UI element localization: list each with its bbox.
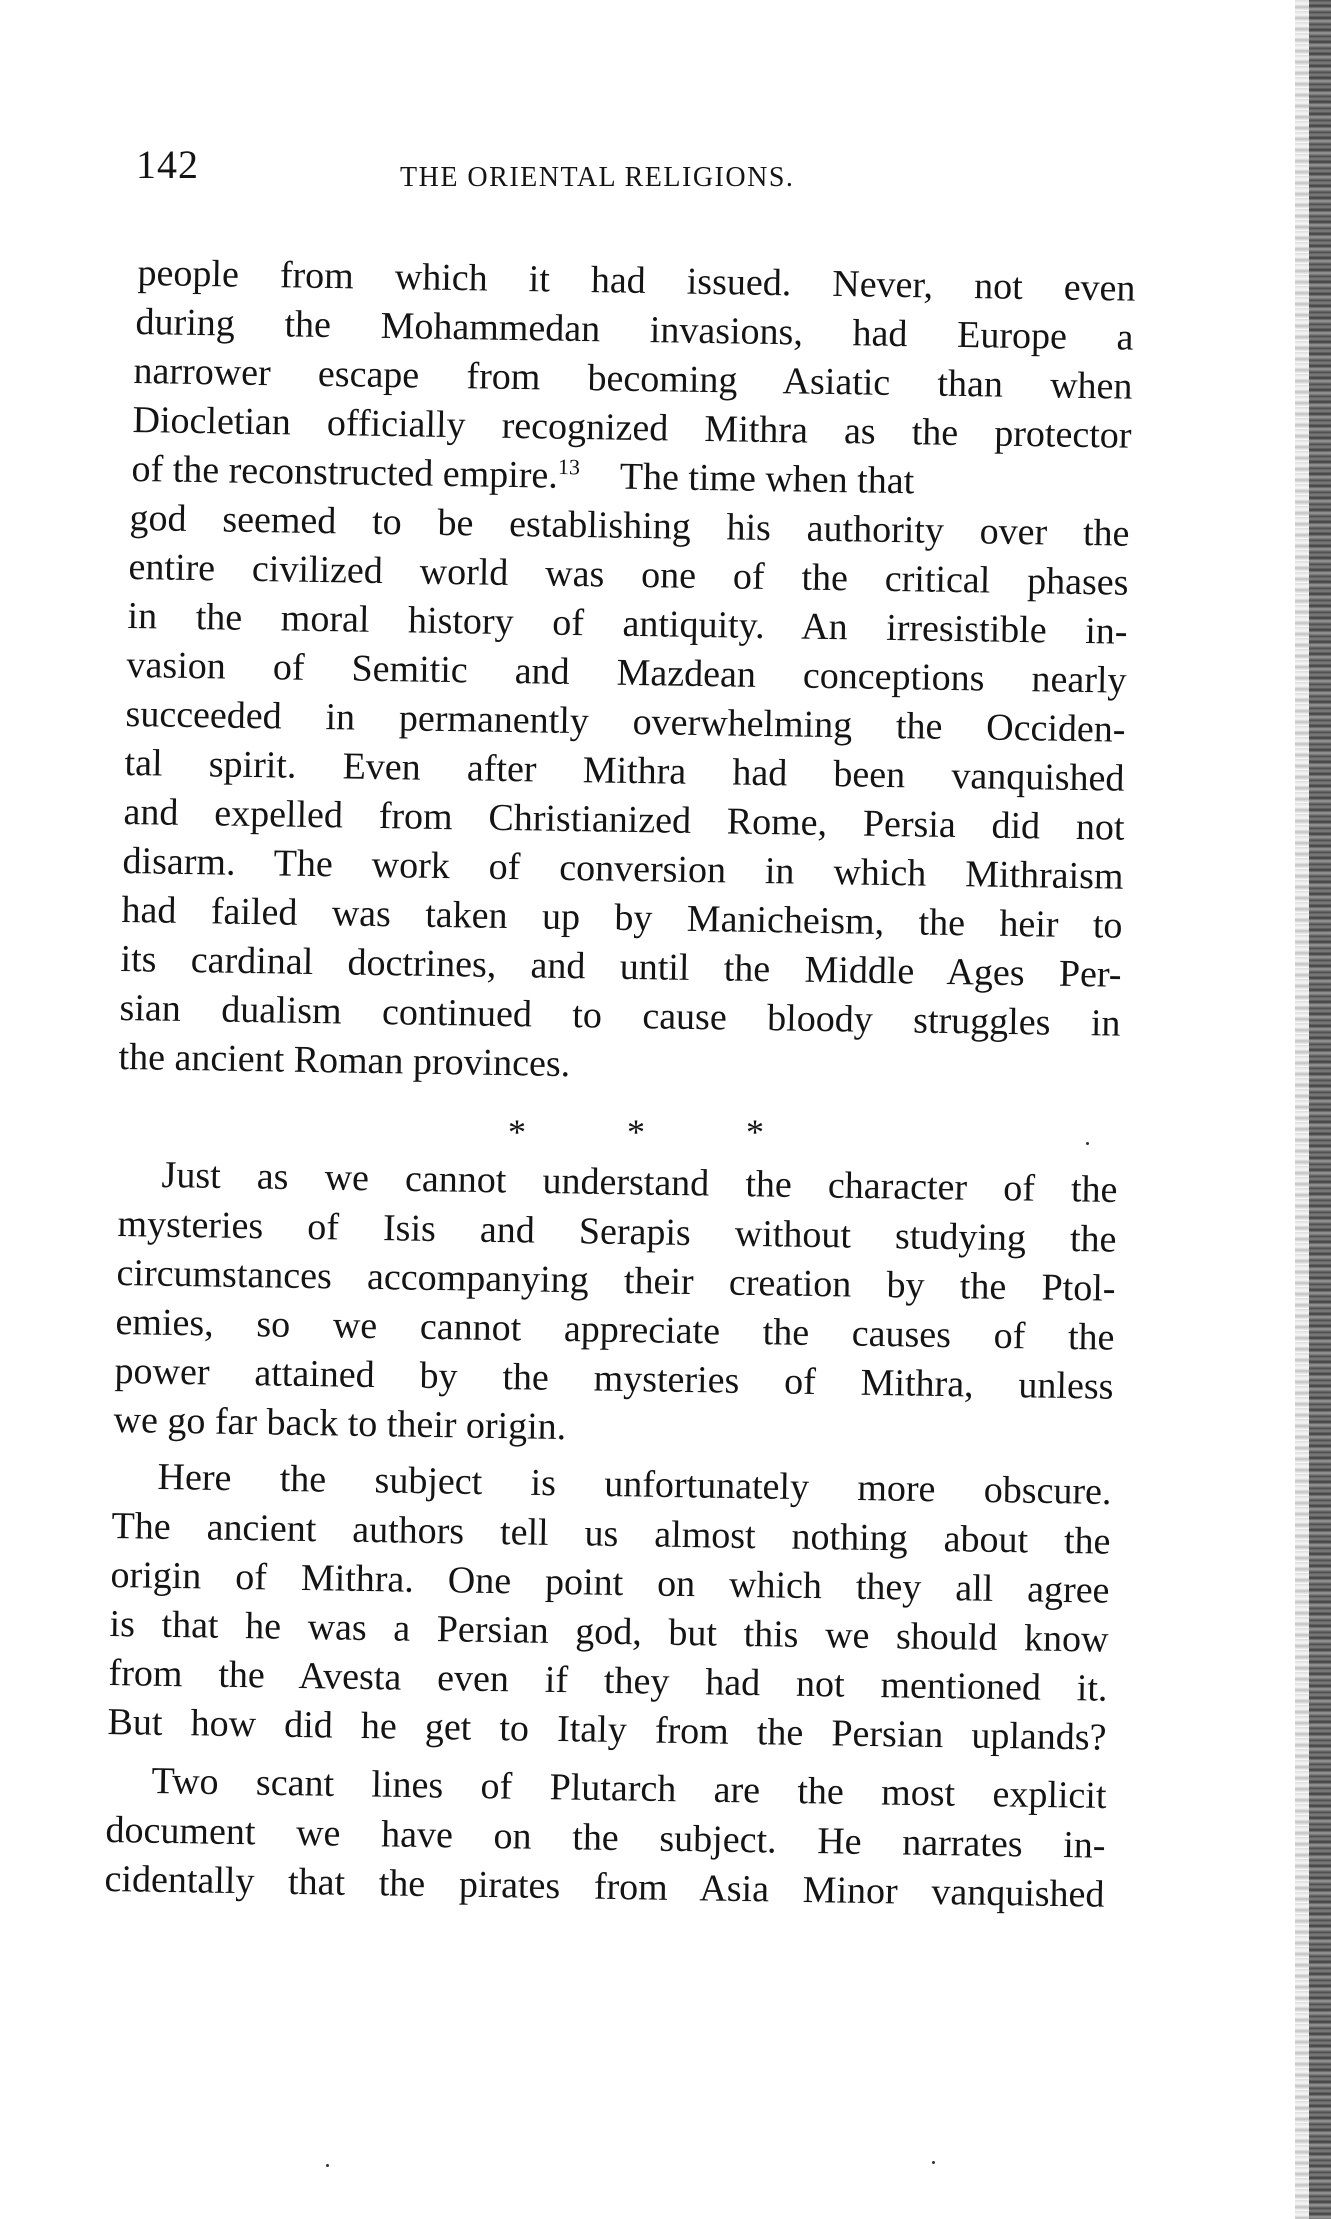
text-line: power attained by the mysteries of Mithra, unless	[114, 1349, 1114, 1408]
text-line: disarm. The work of conversion in which Mithraism	[122, 839, 1124, 898]
text-line: But how did he get to Italy from the Persian uplands?	[107, 1700, 1107, 1759]
text-line: and expelled from Christianized Rome, Persia did not	[123, 790, 1125, 849]
text-line: from the Avesta even if they had not mentioned it.	[108, 1651, 1108, 1710]
scan-speck	[932, 2161, 935, 2164]
text-line: during the Mohammedan invasions, had Europe a	[135, 300, 1134, 359]
running-head: THE ORIENTAL RELIGIONS.	[400, 162, 795, 193]
text-line: we go far back to their origin.	[113, 1398, 567, 1449]
text-line: in the moral history of antiquity. An irresistible in-	[127, 594, 1128, 653]
text-line: entire civilized world was one of the critical phases	[128, 545, 1129, 604]
text-line: The ancient authors tell us almost nothing about the	[111, 1504, 1111, 1563]
text-line: cidentally that the pirates from Asia Minor vanquished	[104, 1857, 1105, 1916]
section-break: * * *	[508, 1112, 810, 1152]
text-line: origin of Mithra. One point on which they all agree	[110, 1553, 1110, 1612]
text-line: people from which it had issued. Never, not even	[137, 251, 1136, 310]
text-line: Just as we cannot understand the character of the	[161, 1153, 1118, 1212]
text-line: Here the subject is unfortunately more obscure.	[157, 1455, 1112, 1513]
scanned-page-edge	[1309, 0, 1331, 2219]
footnote-reference: 13	[557, 454, 581, 480]
text-line: emies, so we cannot appreciate the causes of the	[115, 1300, 1115, 1359]
scan-speck	[326, 2164, 329, 2167]
text-line: document we have on the subject. He narrates in-	[105, 1808, 1106, 1867]
text-line: tal spirit. Even after Mithra had been vanquished	[124, 741, 1125, 800]
text-line: had failed was taken up by Manicheism, the heir to	[121, 888, 1123, 947]
text-line: sian dualism continued to cause bloody struggles in	[119, 986, 1121, 1045]
text-line: the ancient Roman provinces.	[118, 1035, 571, 1086]
text-line: vasion of Semitic and Mazdean conceptions nearly	[126, 643, 1127, 702]
text-line: circumstances accompanying their creation by the Ptol-	[116, 1251, 1116, 1310]
text-line: god seemed to be establishing his authority over the	[129, 496, 1130, 555]
text-line: succeeded in permanently overwhelming the Occiden-	[125, 692, 1126, 751]
text-line: Diocletian officially recognized Mithra as the protector	[132, 398, 1132, 457]
text-line: its cardinal doctrines, and until the Middle Ages Per-	[120, 937, 1122, 996]
page-number: 142	[136, 142, 199, 187]
scanned-page-edge-shadow	[1295, 0, 1309, 2219]
scan-speck	[1086, 1142, 1089, 1145]
line-text: of the reconstructed empire.	[131, 447, 559, 497]
text-line: mysteries of Isis and Serapis without studying the	[117, 1202, 1117, 1261]
line-text: The time when that	[619, 455, 915, 503]
text-line: narrower escape from becoming Asiatic than when	[133, 349, 1133, 408]
text-line: is that he was a Persian god, but this we should know	[109, 1602, 1109, 1661]
text-line: Two scant lines of Plutarch are the most explicit	[151, 1759, 1107, 1817]
